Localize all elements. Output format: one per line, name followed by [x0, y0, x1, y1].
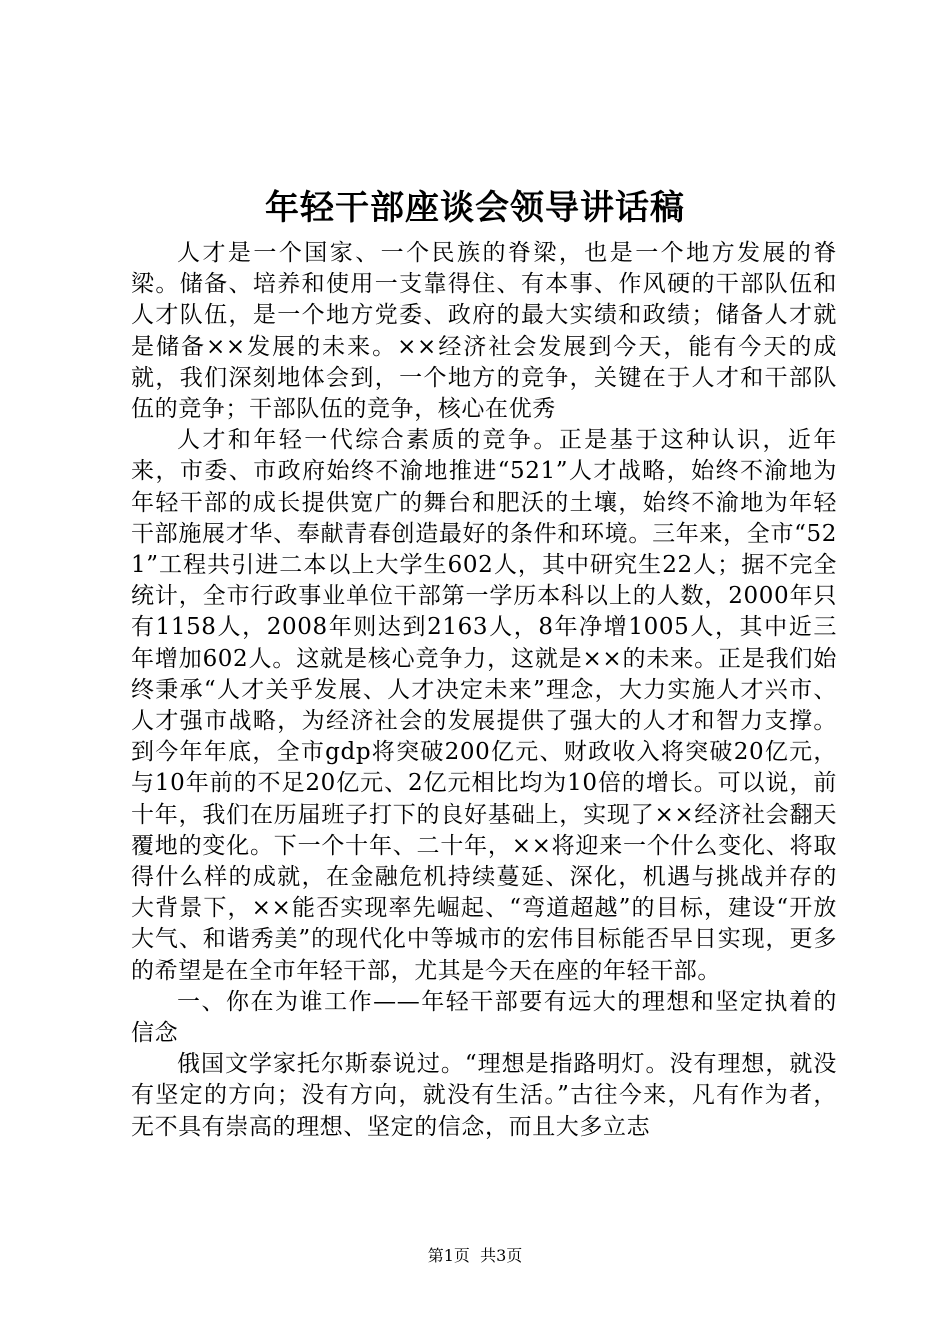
document-body — [131, 238, 837, 1143]
footer-separator — [470, 1246, 480, 1265]
section-heading-1: 一、你在为谁工作——年轻干部要有远大的理想和坚定执着的信念 — [131, 988, 837, 1047]
page-total: 共3页 — [480, 1246, 523, 1265]
document-title: 年轻干部座谈会领导讲话稿 — [265, 188, 685, 228]
paragraph-3: 俄国文学家托尔斯泰说过。“理想是指路明灯。没有理想，就没有坚定的方向；没有方向，就没有生活。”古往今来，凡有作为者，无不具有崇高的理想、坚定的信念，而且大多立志 — [131, 1051, 837, 1140]
page-footer — [0, 1246, 950, 1266]
page-number: 第1页 — [427, 1246, 470, 1265]
paragraph-1: 人才是一个国家、一个民族的脊梁，也是一个地方发展的脊梁。储备、培养和使用一支靠得住、有本事、作风硬的干部队伍和人才队伍，是一个地方党委、政府的最大实绩和政绩；储备人才就是储备××发展的未来。××经济社会发展到今天，能有今天的成就，我们深刻地体会到，一个地方的竞争，关键在于人才和干部队伍的竞争；干部队伍的竞争，核心在优秀 — [131, 240, 837, 423]
paragraph-2: 人才和年轻一代综合素质的竞争。正是基于这种认识，近年来，市委、市政府始终不渝地推进“521”人才战略，始终不渝地为年轻干部的成长提供宽广的舞台和肥沃的土壤，始终不渝地为年轻干部施展才华、奉献青春创造最好的条件和环境。三年来，全市“521”工程共引进二本以上大学生602人，其中研究生22人；据不完全统计，全市行政事业单位干部第一学历本科以上的人数，2000年只有1158人，2008年则达到2163人，8年净增1005人，其中近三年增加602人。这就是核心竞争力，这就是××的未来。正是我们始终秉承“人才关乎发展、人才决定未来”理念，大力实施人才兴市、人才强市战略，为经济社会的发展提供了强大的人才和智力支撑。到今年年底，全市gdp将突破200亿元、财政收入将突破20亿元，与10年前的不足20亿元、2亿元相比均为10倍的增长。可以说，前十年，我们在历届班子打下的良好基础上，实现了××经济社会翻天覆地的变化。下一个十年、二十年，××将迎来一个什么变化、将取得什么样的成就，在金融危机持续蔓延、深化，机遇与挑战并存的大背景下，××能否实现率先崛起、“弯道超越”的目标，建设“开放大气、和谐秀美”的现代化中等城市的宏伟目标能否早日实现，更多的希望是在全市年轻干部，尤其是今天在座的年轻干部。 — [131, 427, 837, 984]
